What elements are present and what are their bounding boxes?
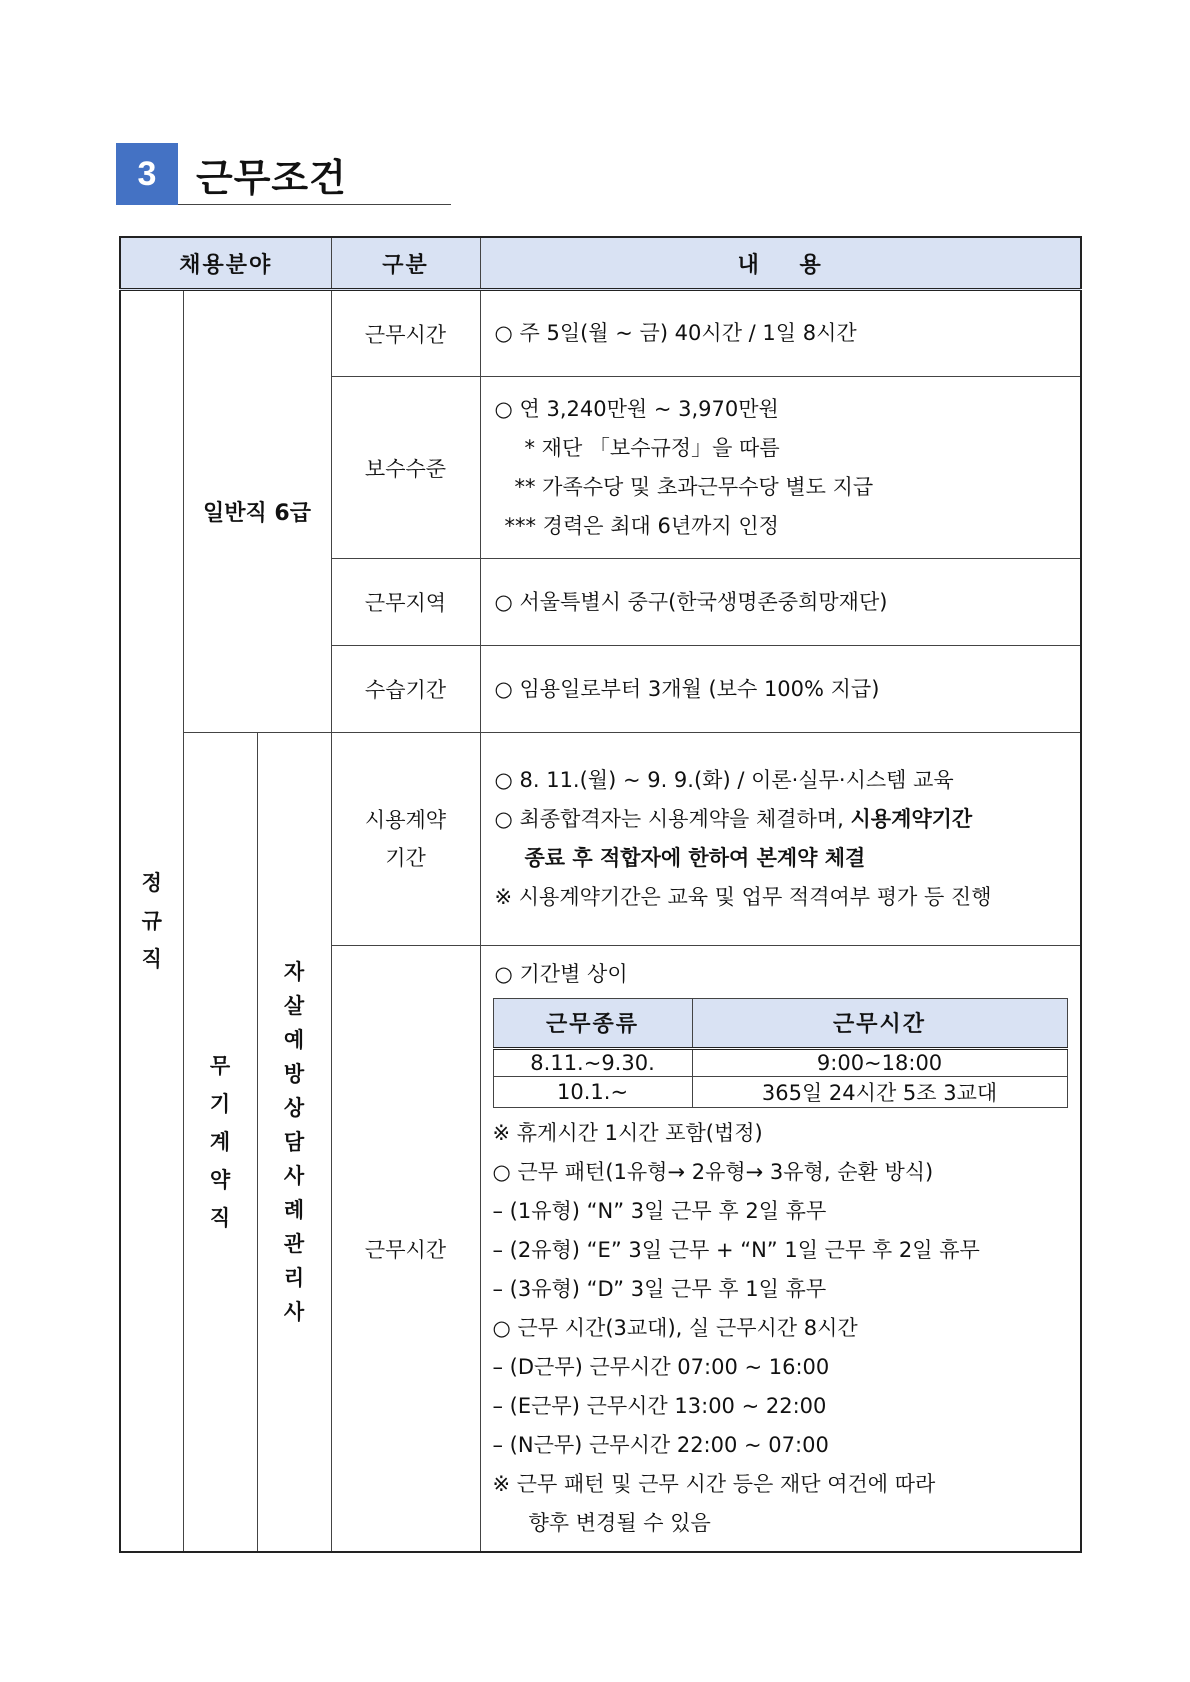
position-general: 일반직 6급 <box>183 290 331 733</box>
employment-type-char <box>122 864 182 978</box>
content-cell <box>480 377 1081 559</box>
vertical-char: 예 <box>283 1027 305 1052</box>
vertical-char: 관 <box>283 1231 305 1256</box>
position-counselor-chars <box>259 955 330 1329</box>
content-line: ○ 근무 패턴(1유형→ 2유형→ 3유형, 순환 방식) <box>492 1159 934 1184</box>
vertical-char: 직 <box>141 946 162 971</box>
content-cell <box>480 646 1081 733</box>
category-label: 수습기간 <box>331 646 480 733</box>
vertical-char: 방 <box>283 1061 305 1086</box>
content-line: 향후 변경될 수 있음 <box>528 1510 711 1535</box>
conditions-table <box>119 236 1082 1553</box>
shift-header-type: 근무종류 <box>493 998 692 1048</box>
vertical-char: 계 <box>209 1129 231 1154</box>
content-line: – (1유형) “N” 3일 근무 후 2일 휴무 <box>492 1198 827 1223</box>
vertical-char: 약 <box>209 1167 231 1192</box>
content-cell <box>480 946 1081 1552</box>
employment-type-cell <box>120 290 183 1552</box>
shift-cell: 10.1.~ <box>493 1076 692 1107</box>
section-header <box>116 143 451 205</box>
content-line: ※ 근무 패턴 및 근무 시간 등은 재단 여건에 따라 <box>492 1471 936 1496</box>
content-cell <box>480 559 1081 646</box>
content-line: ○ 기간별 상이 <box>494 961 628 986</box>
header-content: 내 용 <box>480 237 1081 290</box>
row-work-hours <box>120 290 1081 377</box>
content-text: ○ 최종합격자는 시용계약을 체결하며, <box>494 807 851 831</box>
section-underline <box>178 204 451 205</box>
table-row <box>493 1076 1067 1107</box>
vertical-char: 리 <box>283 1265 305 1290</box>
content-line: ※ 휴게시간 1시간 포함(법정) <box>492 1120 763 1145</box>
shift-header-time: 근무시간 <box>692 998 1067 1048</box>
row-trial-contract <box>120 733 1081 946</box>
category-label: 근무지역 <box>331 559 480 646</box>
content-line: – (N근무) 근무시간 22:00 ~ 07:00 <box>492 1432 829 1457</box>
shift-table-header <box>493 998 1067 1048</box>
content-line: *** 경력은 최대 6년까지 인정 <box>504 513 779 538</box>
category-label <box>331 733 480 946</box>
header-row <box>120 237 1081 290</box>
category-label: 보수수준 <box>331 377 480 559</box>
content-line <box>495 800 1071 839</box>
contract-type-chars <box>185 1047 256 1237</box>
vertical-char: 정 <box>141 870 162 895</box>
position-counselor-cell <box>257 733 331 1552</box>
table-row <box>493 1048 1067 1076</box>
content-line: ○ 임용일로부터 3개월 (보수 100% 지급) <box>494 676 880 701</box>
shift-table <box>493 998 1068 1108</box>
content-line: * 재단 「보수규정」을 따름 <box>524 435 780 460</box>
content-line: ○ 서울특별시 중구(한국생명존중희망재단) <box>494 589 888 614</box>
header-field: 채용분야 <box>120 237 331 290</box>
content-cell <box>480 733 1081 946</box>
content-line: ○ 주 5일(월 ~ 금) 40시간 / 1일 8시간 <box>494 321 857 345</box>
shift-cell: 8.11.~9.30. <box>493 1048 692 1076</box>
header-category: 구분 <box>331 237 480 290</box>
content-line-bold: 종료 후 적합자에 한하여 본계약 체결 <box>524 846 866 870</box>
category-label: 근무시간 <box>331 290 480 377</box>
vertical-char: 살 <box>283 993 305 1018</box>
vertical-char: 기 <box>209 1091 231 1116</box>
vertical-char: 담 <box>283 1129 305 1154</box>
content-line: – (D근무) 근무시간 07:00 ~ 16:00 <box>492 1354 830 1379</box>
vertical-char: 상 <box>283 1095 305 1120</box>
content-cell <box>480 290 1081 377</box>
category-label: 근무시간 <box>331 946 480 1552</box>
vertical-char: 직 <box>209 1205 231 1230</box>
content-line: ○ 연 3,240만원 ~ 3,970만원 <box>494 396 779 421</box>
shift-details <box>493 1114 1071 1504</box>
content-line: ○ 8. 11.(월) ~ 9. 9.(화) / 이론·실무·시스템 교육 <box>494 768 954 792</box>
content-line: ** 가족수당 및 초과근무수당 별도 지급 <box>514 474 874 499</box>
section-number: 3 <box>116 143 178 205</box>
content-line: ※ 시용계약기간은 교육 및 업무 적격여부 평가 등 진행 <box>494 885 992 909</box>
vertical-char: 무 <box>209 1053 231 1078</box>
category-label-line: 시용계약 <box>364 808 447 832</box>
vertical-char: 자 <box>283 959 305 984</box>
vertical-char: 사 <box>283 1299 305 1324</box>
section-title: 근무조건 <box>196 156 347 200</box>
content-line: ○ 근무 시간(3교대), 실 근무시간 8시간 <box>492 1315 858 1340</box>
vertical-char: 규 <box>141 908 162 933</box>
content-line: – (E근무) 근무시간 13:00 ~ 22:00 <box>492 1393 827 1418</box>
content-bold: 시용계약기간 <box>850 807 973 831</box>
shift-cell: 365일 24시간 5조 3교대 <box>692 1076 1067 1107</box>
vertical-char: 례 <box>283 1197 305 1222</box>
content-line: – (3유형) “D” 3일 근무 후 1일 휴무 <box>492 1276 827 1301</box>
contract-type-cell <box>183 733 257 1552</box>
vertical-char: 사 <box>283 1163 305 1188</box>
content-line: – (2유형) “E” 3일 근무 + “N” 1일 근무 후 2일 휴무 <box>492 1237 980 1262</box>
category-label-line: 기간 <box>385 846 426 870</box>
shift-cell: 9:00~18:00 <box>692 1048 1067 1076</box>
